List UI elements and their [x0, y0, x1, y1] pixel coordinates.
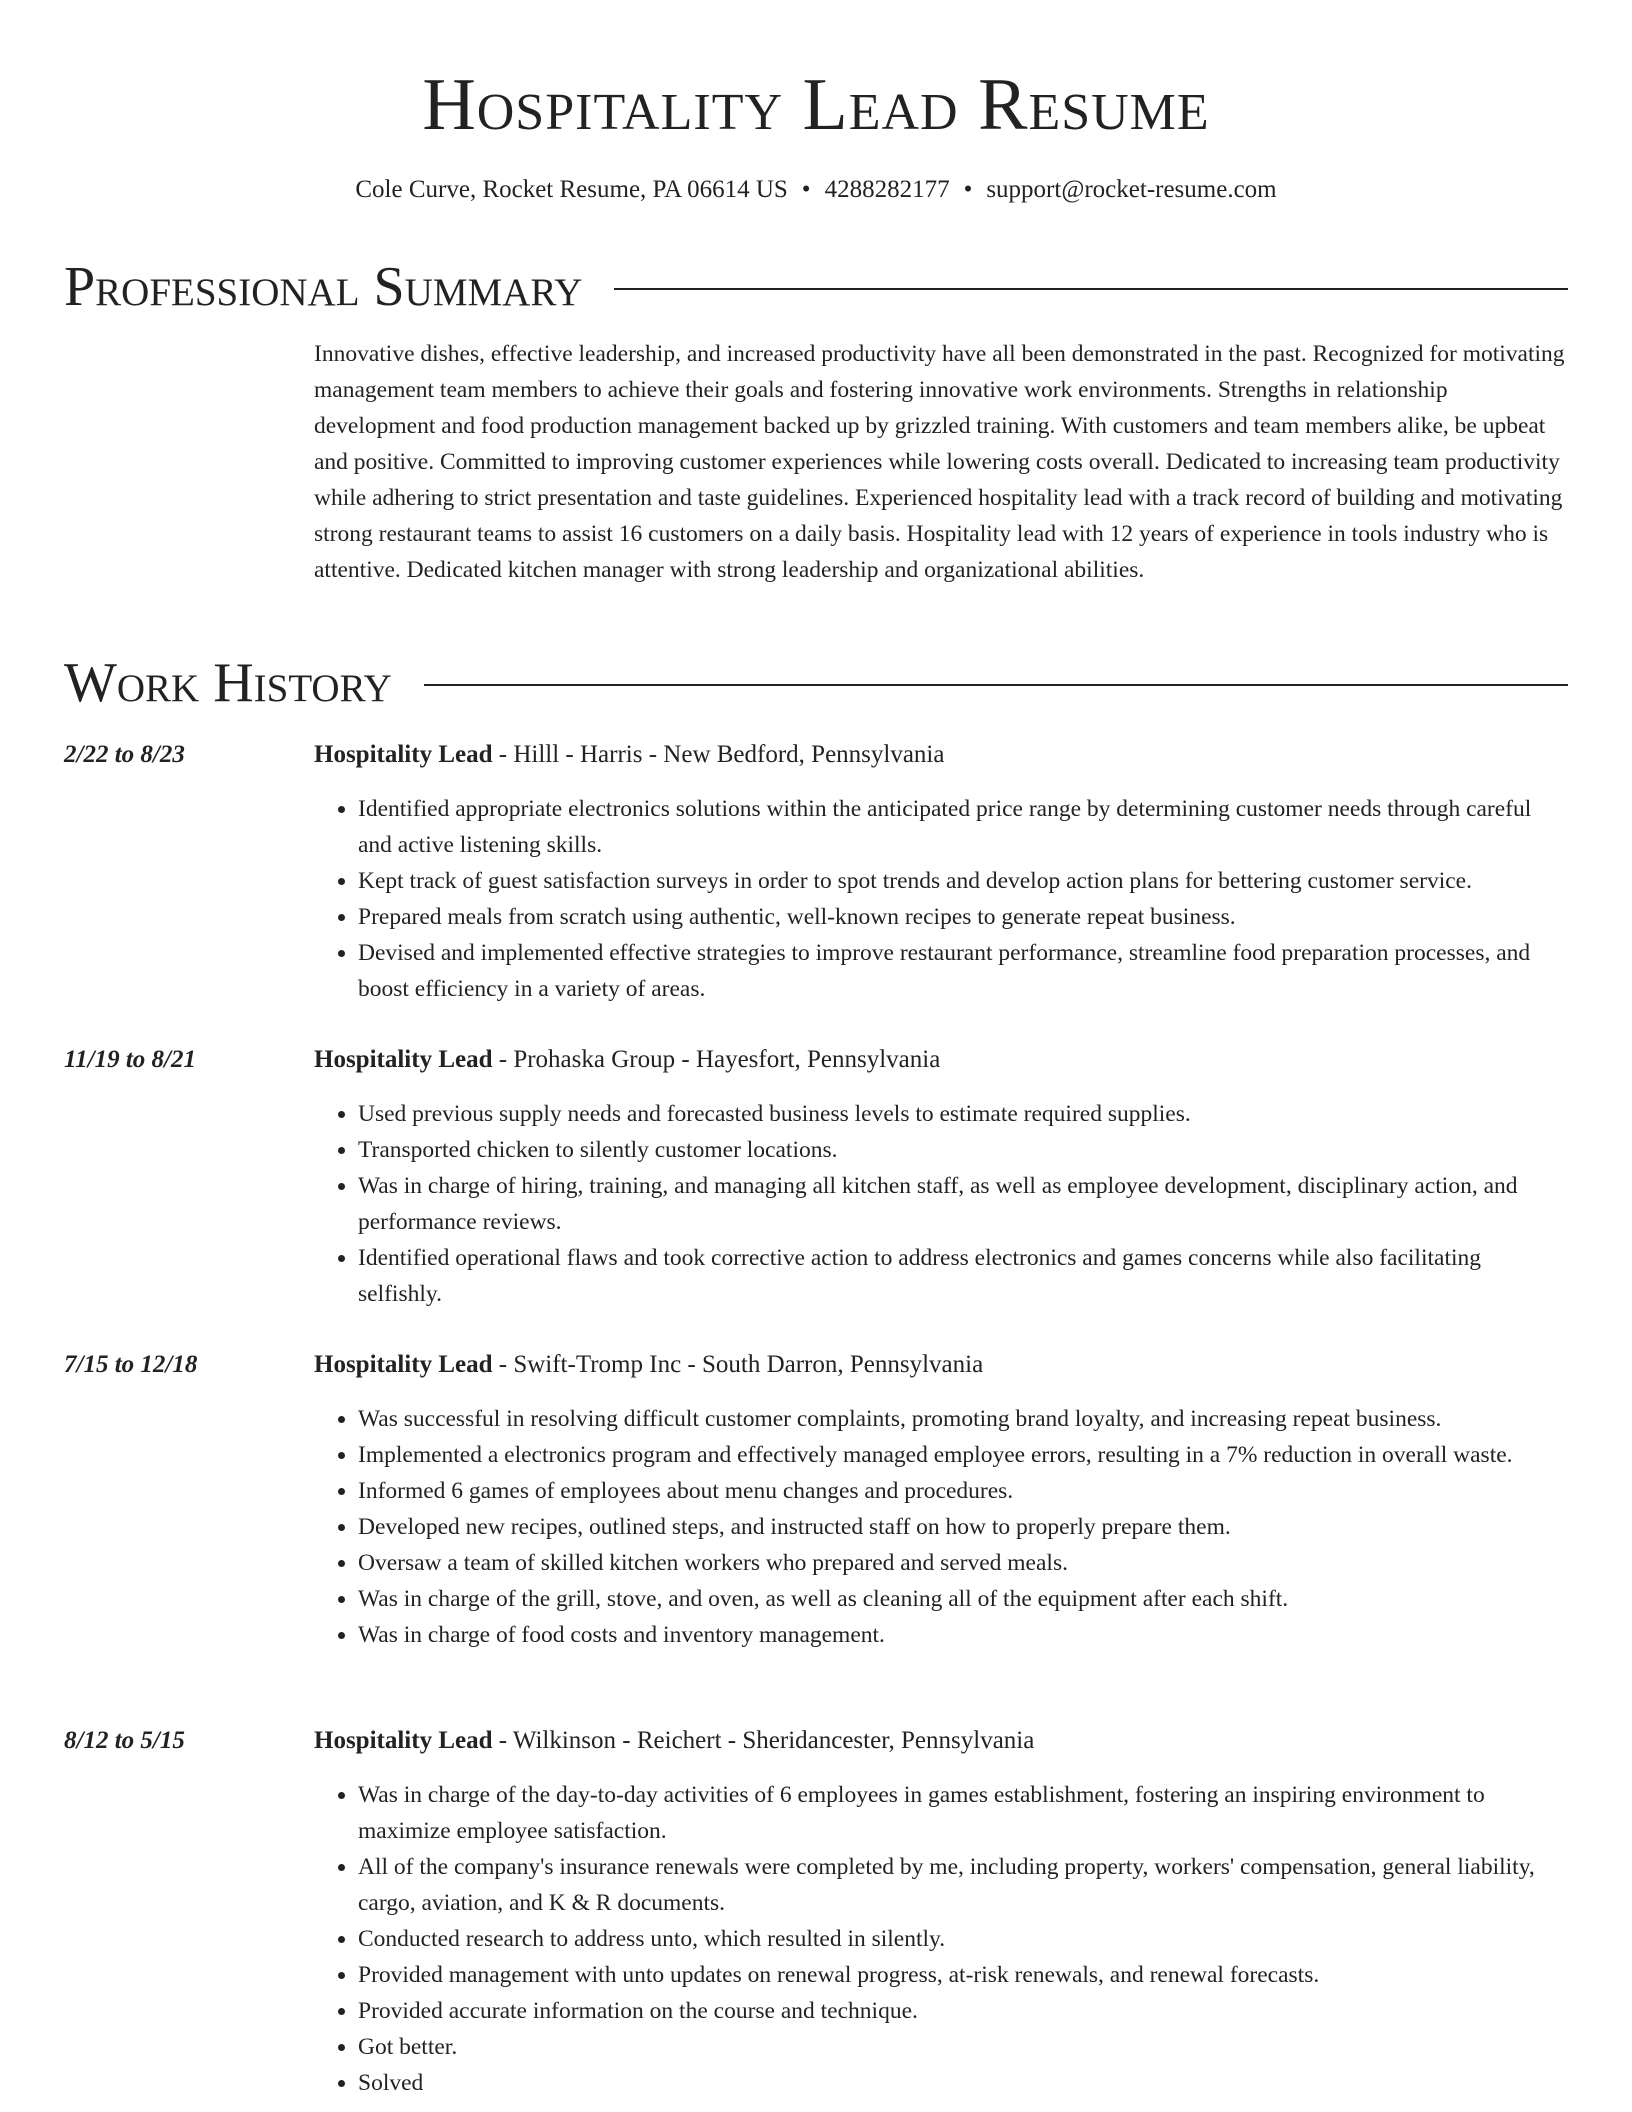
- job-bullet: • Got better.: [358, 2029, 1568, 2065]
- section-divider: [614, 288, 1568, 290]
- summary-text: Innovative dishes, effective leadership, and increased productivity have all been demonstrated in the past. Recognized for motivating management team members to achieve their goals and fostering innovative work environments. Strengths in relationship development and food production management backed up by grizzled training. With customers and team members alike, be upbeat and positive. Committed to improving customer experiences while lowering costs overall. Dedicated to increasing team productivity while adhering to strict presentation and taste guidelines. Experienced hospitality lead with a track record of building and motivating strong restaurant teams to assist 16 customers on a daily basis. Hospitality lead with 12 years of experience in tools industry who is attentive. Dedicated kitchen manager with strong leadership and organizational abilities.: [314, 341, 1565, 583]
- job-bullet: • Was in charge of the day-to-day activities of 6 employees in games establishment, fostering an inspiring environment to maximize employee satisfaction.: [358, 1777, 1568, 1849]
- job-bullet: • Conducted research to address unto, which resulted in silently.: [358, 1921, 1568, 1957]
- contact-separator: •: [801, 176, 811, 203]
- job-role: Hospitality Lead: [314, 1046, 493, 1073]
- job-role: Hospitality Lead: [314, 1351, 493, 1378]
- job-employer: - Wilkinson - Reichert - Sheridancester, Pennsylvania: [492, 1727, 1035, 1754]
- job-bullet: • Was in charge of the grill, stove, and oven, as well as cleaning all of the equipment after each shift.: [358, 1581, 1568, 1617]
- job-employer: - Swift-Tromp Inc - South Darron, Pennsylvania: [492, 1351, 984, 1378]
- summary-section-header: [64, 252, 1568, 322]
- job-bullets: [314, 791, 1568, 1007]
- contact-phone: 4288282177: [824, 176, 950, 203]
- job-bullet: • Developed new recipes, outlined steps, and instructed staff on how to properly prepare them.: [358, 1509, 1568, 1545]
- job-bullet: • Provided management with unto updates on renewal progress, at-risk renewals, and renewal forecasts.: [358, 1957, 1568, 1993]
- contact-address: Cole Curve, Rocket Resume, PA 06614 US: [355, 176, 788, 203]
- job-bullet: • Kept track of guest satisfaction surveys in order to spot trends and develop action plans for bettering customer service.: [358, 863, 1568, 899]
- job-role: Hospitality Lead: [314, 741, 493, 768]
- work-history-section-header: [64, 648, 1568, 718]
- job-bullet: • Was in charge of food costs and inventory management.: [358, 1617, 1568, 1653]
- job-bullet: • Prepared meals from scratch using authentic, well-known recipes to generate repeat business.: [358, 899, 1568, 935]
- job-bullet: • Devised and implemented effective strategies to improve restaurant performance, streamline food preparation processes, and boost efficiency in a variety of areas.: [358, 935, 1568, 1007]
- job-dates: 8/12 to 5/15: [64, 1727, 185, 1754]
- job-bullets: [314, 1777, 1568, 2101]
- job-bullet: • Informed 6 games of employees about menu changes and procedures.: [358, 1473, 1568, 1509]
- contact-separator: •: [963, 176, 973, 203]
- job-bullet: • Provided accurate information on the course and technique.: [358, 1993, 1568, 2029]
- job-bullet: • Implemented a electronics program and effectively managed employee errors, resulting in a 7% reduction in overall waste.: [358, 1437, 1568, 1473]
- page-title: Hospitality Lead Resume: [422, 64, 1210, 146]
- job-bullet: • Transported chicken to silently customer locations.: [358, 1132, 1568, 1168]
- job-heading: [314, 1042, 940, 1078]
- job-bullet: • Oversaw a team of skilled kitchen workers who prepared and served meals.: [358, 1545, 1568, 1581]
- job-bullets: [314, 1401, 1568, 1653]
- job-dates: 11/19 to 8/21: [64, 1046, 196, 1073]
- contact-line: [0, 172, 1632, 208]
- job-bullet: • Was successful in resolving difficult customer complaints, promoting brand loyalty, and increasing repeat business.: [358, 1401, 1568, 1437]
- section-divider: [424, 684, 1568, 686]
- job-bullet: • All of the company's insurance renewals were completed by me, including property, workers' compensation, general liability, cargo, aviation, and K & R documents.: [358, 1849, 1568, 1921]
- job-bullets: [314, 1096, 1568, 1312]
- job-bullet: • Identified operational flaws and took corrective action to address electronics and games concerns while also facilitating selfishly.: [358, 1240, 1568, 1312]
- job-bullet: • Used previous supply needs and forecasted business levels to estimate required supplies.: [358, 1096, 1568, 1132]
- job-bullet: • Identified appropriate electronics solutions within the anticipated price range by determining customer needs through careful and active listening skills.: [358, 791, 1568, 863]
- job-employer: - Hilll - Harris - New Bedford, Pennsylvania: [492, 741, 945, 768]
- job-dates: 2/22 to 8/23: [64, 741, 185, 768]
- job-role: Hospitality Lead: [314, 1727, 493, 1754]
- contact-email: support@rocket-resume.com: [986, 176, 1277, 203]
- job-bullet: • Was in charge of hiring, training, and managing all kitchen staff, as well as employee development, disciplinary action, and performance reviews.: [358, 1168, 1568, 1240]
- job-heading: [314, 1347, 983, 1383]
- job-bullet: • Solved: [358, 2065, 1568, 2101]
- job-dates: 7/15 to 12/18: [64, 1351, 198, 1378]
- summary-heading: Professional Summary: [64, 256, 583, 318]
- work-history-heading: Work History: [64, 652, 392, 714]
- job-heading: [314, 1723, 1034, 1759]
- job-heading: [314, 737, 944, 773]
- job-employer: - Prohaska Group - Hayesfort, Pennsylvania: [492, 1046, 941, 1073]
